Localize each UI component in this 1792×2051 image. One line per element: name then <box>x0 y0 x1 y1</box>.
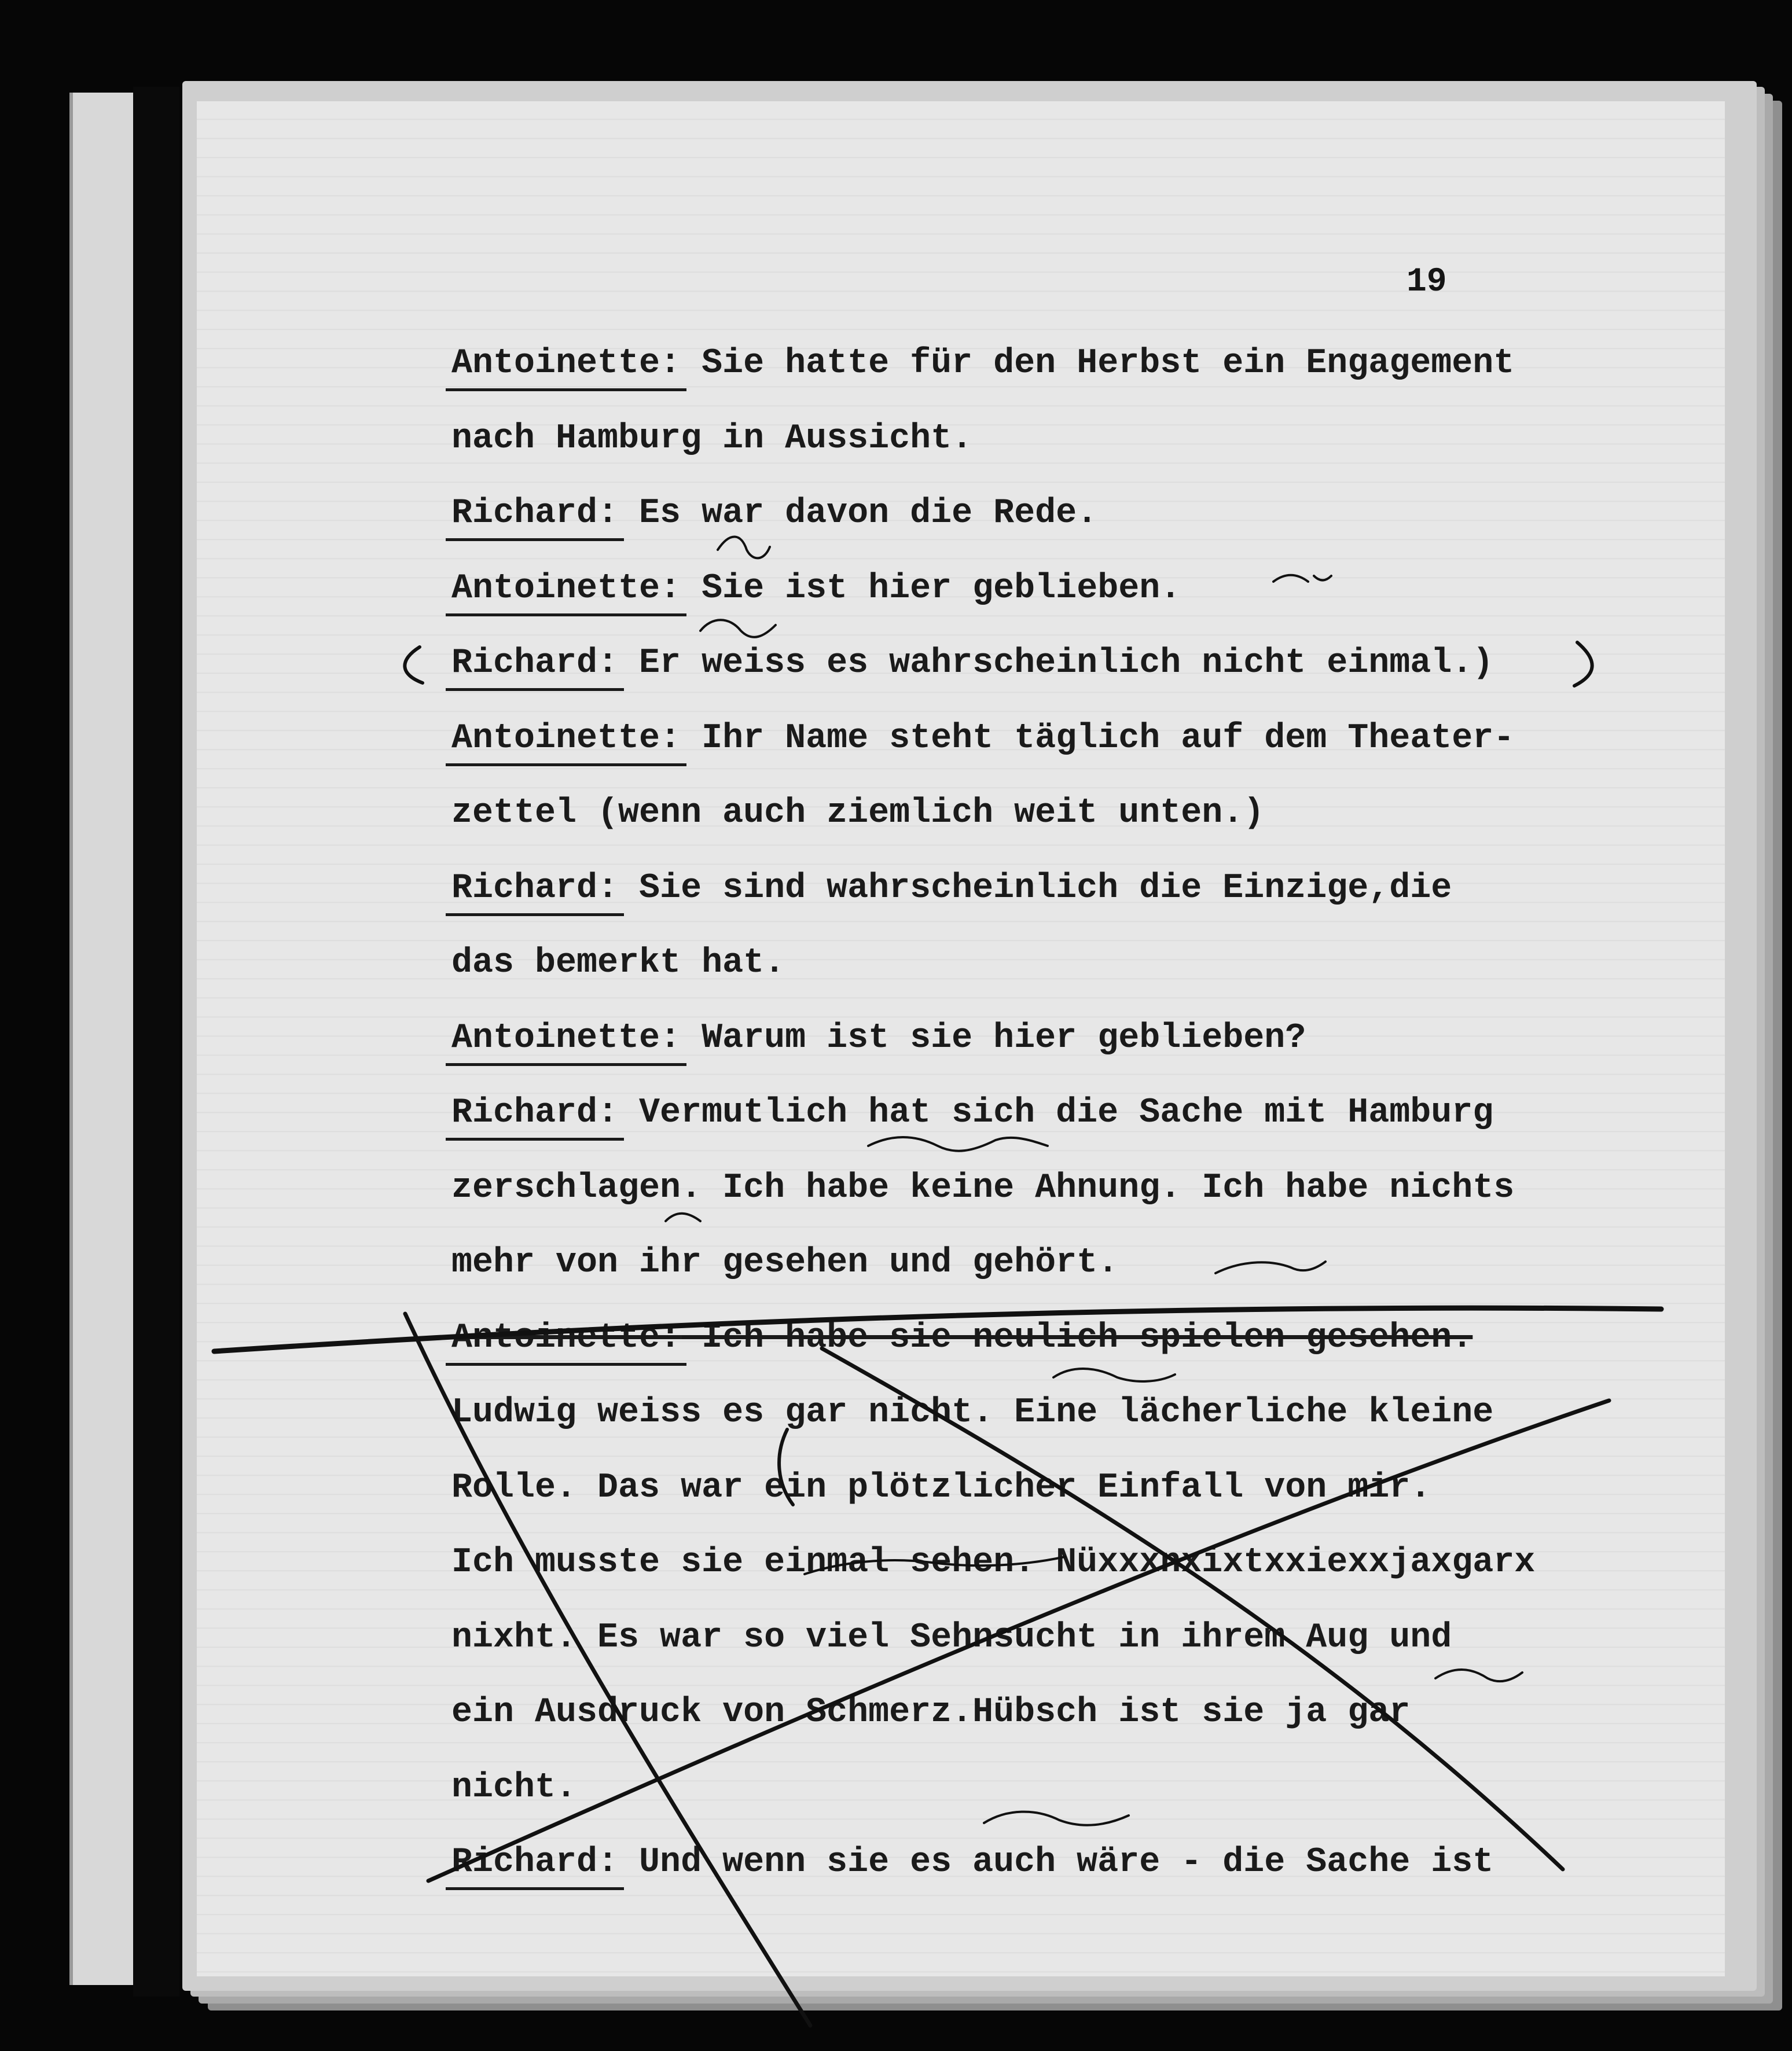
handwritten-note <box>805 1557 1065 1574</box>
handwritten-note <box>718 537 770 558</box>
dialogue-text: Rolle. Das war ein plötzlicher Einfall von mir. <box>451 1468 1431 1508</box>
dialogue-text: Er weiss es wahrscheinlich nicht einmal.) <box>618 644 1494 683</box>
handwritten-note <box>984 1812 1129 1825</box>
dialogue-text: das bemerkt hat. <box>451 943 785 983</box>
dialogue-text: Es war davon die Rede. <box>618 494 1098 533</box>
cross-stroke-right <box>822 1348 1563 1869</box>
handwritten-note <box>868 1137 1048 1151</box>
dialogue-text: nicht. <box>451 1767 577 1807</box>
speaker-name: Richard: <box>451 1843 619 1882</box>
cross-stroke-bottom <box>428 1401 1609 1881</box>
open-bracket-mark <box>405 647 423 683</box>
speaker-name: Antoinette: <box>451 1318 681 1358</box>
handwritten-note <box>1435 1670 1522 1681</box>
speaker-name: Antoinette: <box>451 568 681 608</box>
dialogue-text: mehr von ihr gesehen und gehört. <box>451 1243 1119 1282</box>
speaker-name: Antoinette: <box>451 1018 681 1058</box>
speaker-name: Richard: <box>451 1093 619 1133</box>
dialogue-text: Ich habe sie neulich spielen gesehen. <box>681 1318 1473 1358</box>
handwritten-note <box>700 620 776 637</box>
speaker-name: Richard: <box>451 644 619 683</box>
close-bracket-mark <box>1574 642 1592 686</box>
handwritten-note <box>1053 1369 1175 1381</box>
dialogue-text: zerschlagen. Ich habe keine Ahnung. Ich habe nichts <box>451 1168 1515 1208</box>
dialogue-text: Und wenn sie es auch wäre - die Sache ist <box>618 1843 1494 1882</box>
speaker-name: Antoinette: <box>451 718 681 758</box>
dialogue-text: Warum ist sie hier geblieben? <box>681 1018 1306 1058</box>
dialogue-text: Ludwig weiss es gar nicht. Eine lächerliche kleine <box>451 1393 1494 1432</box>
dialogue-text: Vermutlich hat sich die Sache mit Hamburg <box>618 1093 1494 1133</box>
dialogue-text: Sie sind wahrscheinlich die Einzige,die <box>618 868 1452 908</box>
dialogue-text: Ihr Name steht täglich auf dem Theater- <box>681 718 1515 758</box>
page-number: 19 <box>1407 263 1447 301</box>
handwritten-note <box>666 1214 700 1221</box>
dialogue-text: nach Hamburg in Aussicht. <box>451 418 973 458</box>
speaker-name: Richard: <box>451 494 619 533</box>
cross-stroke-left <box>405 1314 810 2026</box>
dialogue-text: Sie hatte für den Herbst ein Engagement <box>681 344 1515 383</box>
dialogue-text: Sie ist hier geblieben. <box>681 568 1181 608</box>
speaker-name: Antoinette: <box>451 344 681 383</box>
speaker-name: Richard: <box>451 868 619 908</box>
dialogue-text: Ich musste sie einmal sehen. Nüxxxnxixtxxiexxjaxgarx <box>451 1543 1536 1582</box>
margin-bracket <box>779 1429 793 1505</box>
handwritten-note <box>1216 1262 1325 1273</box>
dialogue-text: nixht. Es war so viel Sehnsucht in ihrem Aug und <box>451 1618 1452 1657</box>
dialogue-text: zettel (wenn auch ziemlich weit unten.) <box>451 793 1265 833</box>
handwritten-note <box>1273 575 1331 582</box>
dialogue-text: ein Ausdruck von Schmerz.Hübsch ist sie ja gar <box>451 1693 1411 1732</box>
strike-line <box>214 1308 1661 1351</box>
